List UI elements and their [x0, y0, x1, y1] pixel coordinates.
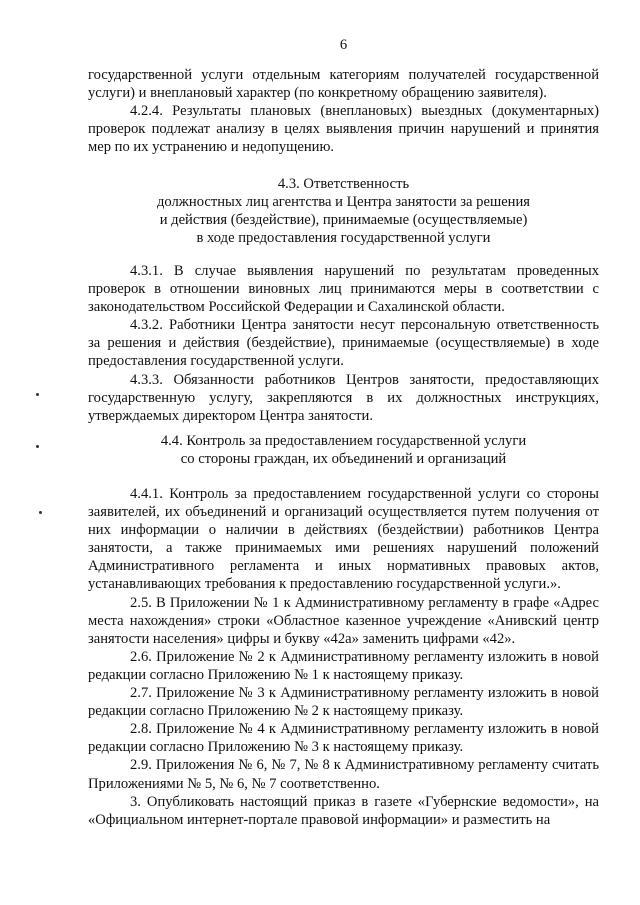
paragraph-3: 3. Опубликовать настоящий приказ в газете «Губернские ведомости», на «Официальном интернет-портале правовой информации» и разместить на: [88, 793, 599, 828]
section-heading-line: 4.3. Ответственность: [277, 176, 410, 192]
paragraph-4-3-3: 4.3.3. Обязанности работников Центров занятости, предоставляющих государственную услугу, закрепляются в их должностных инструкциях, утверждаемых директором Центра занятости.: [88, 371, 599, 424]
paragraph-4-3-1: 4.3.1. В случае выявления нарушений по результатам проведенных проверок в отношении виновных лиц принимаются меры в соответствии с законодательством Российской Федерации и Сахалинской области.: [88, 263, 599, 316]
paragraph-4-2-4: 4.2.4. Результаты плановых (внеплановых) выездных (документарных) проверок подлежат анализу в целях выявления причин нарушений и принятия мер по их устранению и недопущению.: [88, 103, 599, 156]
paragraph-4-4-1: 4.4.1. Контроль за предоставлением государственной услуги со стороны заявителей, их объединений и организаций осуществляется путем получения от них информации о наличии в действиях (бездействии) работников Центра занятости, а также принимаемых ими решениях нарушений положений Административного регламента и иных нормативных правовых актов, устанавливающих требования к предоставлению государственной услуги.».: [88, 486, 599, 593]
paragraph-2-9: 2.9. Приложения № 6, № 7, № 8 к Административному регламенту считать Приложениями № 5, № 6, № 7 соответственно.: [88, 757, 599, 792]
section-heading-line: и действия (бездействие), принимаемые (осуществляемые): [159, 212, 528, 229]
paragraph-2-5: 2.5. В Приложении № 1 к Административному регламенту в графе «Адрес места нахождения» строки «Областное казенное учреждение «Анивский центр занятости населения» цифры и букву «42а» заменить цифрами «42».: [88, 594, 599, 647]
paragraph-continuation: государственной услуги отдельным категориям получателей государственной услуги) и внеплановый характер (по конкретному обращению заявителя).: [88, 67, 599, 102]
scan-speck: [36, 445, 39, 448]
scan-speck: [39, 511, 42, 514]
top-paragraphs: [88, 66, 599, 156]
section-heading-line: 4.4. Контроль за предоставлением государственной услуги: [160, 433, 527, 449]
section-heading-line: должностных лиц агентства и Центра занятости за решения: [156, 194, 531, 211]
section-4-4-body: [88, 485, 599, 829]
paragraph-4-3-2: 4.3.2. Работники Центра занятости несут персональную ответственность за решения и действия (бездействие), принимаемые (осуществляемые) в ходе предоставления государственной услуги.: [88, 317, 599, 370]
scan-speck: [36, 393, 39, 396]
paragraph-2-6: 2.6. Приложение № 2 к Административному регламенту изложить в новой редакции согласно Приложению № 1 к настоящему приказу.: [88, 648, 599, 683]
section-4-3-heading: [88, 175, 599, 247]
section-heading-line: со стороны граждан, их объединений и организаций: [180, 451, 507, 468]
section-4-4-heading: [88, 432, 599, 468]
paragraph-2-7: 2.7. Приложение № 3 к Административному регламенту изложить в новой редакции согласно Приложению № 2 к настоящему приказу.: [88, 685, 599, 720]
page-number: 6: [339, 37, 348, 53]
section-4-3-body: [88, 262, 599, 425]
section-heading-line: в ходе предоставления государственной услуги: [196, 230, 491, 247]
paragraph-2-8: 2.8. Приложение № 4 к Административному регламенту изложить в новой редакции согласно Приложению № 3 к настоящему приказу.: [88, 721, 599, 756]
